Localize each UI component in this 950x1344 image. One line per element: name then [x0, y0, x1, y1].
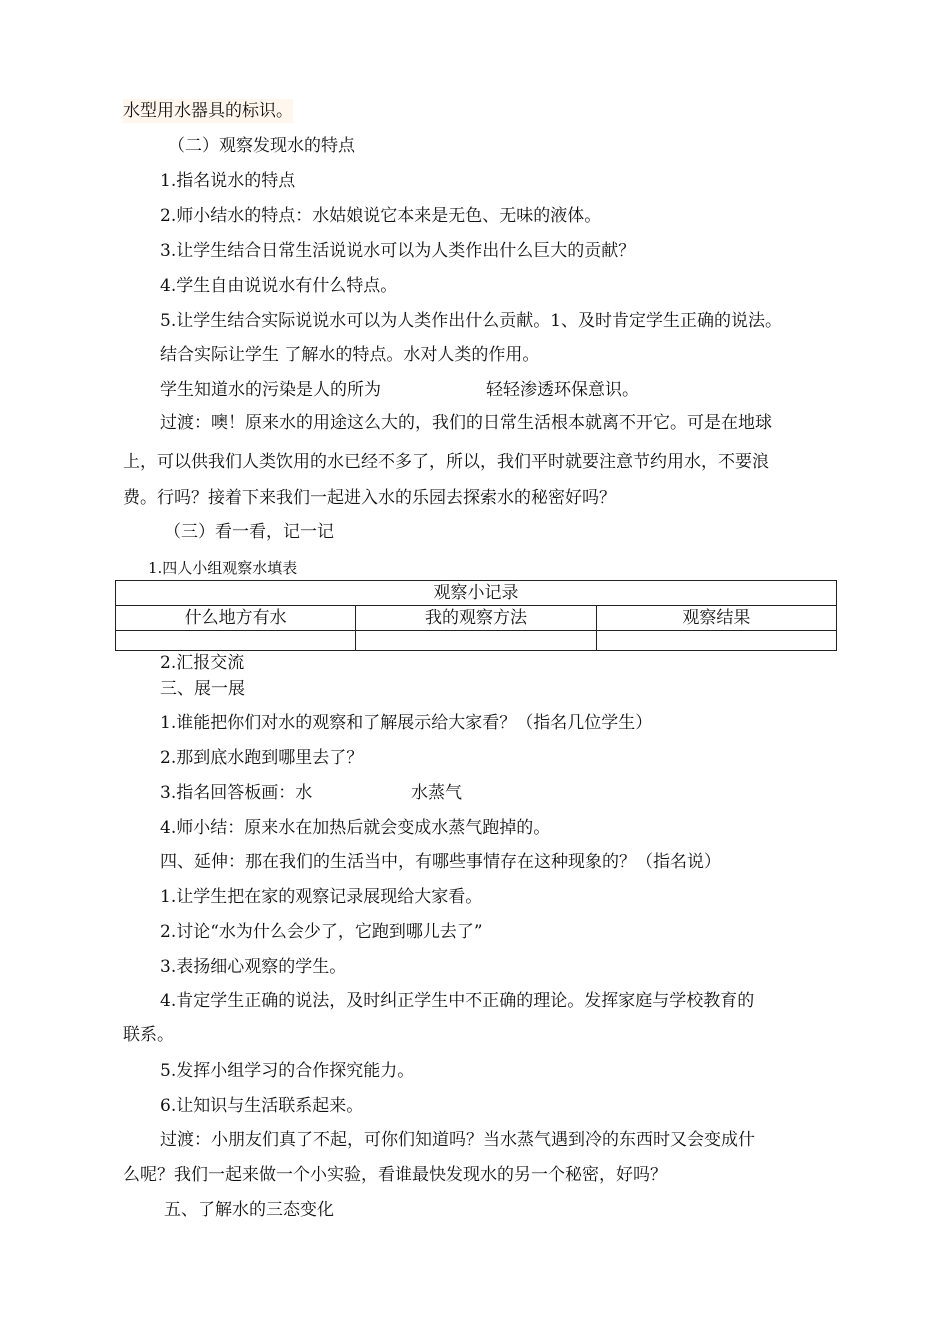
paragraph-line: 5.让学生结合实际说说水可以为人类作出什么贡献。1、及时肯定学生正确的说法。: [160, 311, 783, 331]
paragraph-line: 学生知道水的污染是人的所为: [160, 380, 381, 400]
paragraph-line: 联系。: [123, 1025, 174, 1045]
paragraph-line: 6.让知识与生活联系起来。: [160, 1096, 364, 1116]
table-header-cell: 什么地方有水: [116, 606, 356, 631]
paragraph-line: 1.让学生把在家的观察记录展现给大家看。: [160, 887, 483, 907]
section-heading: 三、展一展: [160, 679, 245, 699]
paragraph-line: 5.发挥小组学习的合作探究能力。: [160, 1061, 415, 1081]
section-heading: （二）观察发现水的特点: [168, 136, 355, 156]
table-cell: [116, 631, 356, 651]
paragraph-line: 过渡：噢！原来水的用途这么大的，我们的日常生活根本就离不开它。可是在地球: [160, 413, 772, 433]
section-heading: 五、了解水的三态变化: [164, 1200, 334, 1220]
paragraph-line: 水型用水器具的标识。: [123, 101, 293, 121]
table-title: 观察小记录: [116, 581, 837, 606]
paragraph-line: 2.讨论“水为什么会少了，它跑到哪儿去了”: [160, 922, 483, 942]
paragraph-line: 费。行吗？接着下来我们一起进入水的乐园去探索水的秘密好吗？: [123, 488, 616, 508]
paragraph-line: 4.肯定学生正确的说法，及时纠正学生中不正确的理论。发挥家庭与学校教育的: [160, 991, 755, 1011]
paragraph-line: 结合实际让学生 了解水的特点。水对人类的作用。: [160, 345, 540, 365]
paragraph-line: 3.指名回答板画：水: [160, 783, 313, 803]
paragraph-line: 么呢？我们一起来做一个小实验，看谁最快发现水的另一个秘密，好吗？: [123, 1165, 667, 1185]
table-header-cell: 观察结果: [596, 606, 836, 631]
paragraph-line: 轻轻渗透环保意识。: [486, 380, 639, 400]
paragraph-line: 1.四人小组观察水填表: [148, 559, 298, 577]
observation-table: [115, 580, 837, 651]
table-header-cell: 我的观察方法: [356, 606, 596, 631]
paragraph-line: 2.师小结水的特点：水姑娘说它本来是无色、无味的液体。: [160, 206, 602, 226]
paragraph-line: 3.让学生结合日常生活说说水可以为人类作出什么巨大的贡献？: [160, 241, 636, 261]
paragraph-line: 水蒸气: [411, 783, 462, 803]
paragraph-line: 1.谁能把你们对水的观察和了解展示给大家看？（指名几位学生）: [160, 713, 653, 733]
paragraph-line: 2.汇报交流: [160, 653, 245, 673]
paragraph-line: 1.指名说水的特点: [160, 171, 296, 191]
paragraph-line: 4.师小结：原来水在加热后就会变成水蒸气跑掉的。: [160, 818, 551, 838]
table-cell: [356, 631, 596, 651]
section-heading: 四、延伸：那在我们的生活当中，有哪些事情存在这种现象的？（指名说）: [160, 852, 721, 872]
paragraph-line: 4.学生自由说说水有什么特点。: [160, 276, 398, 296]
paragraph-line: 过渡：小朋友们真了不起，可你们知道吗？当水蒸气遇到冷的东西时又会变成什: [160, 1130, 755, 1150]
paragraph-line: 2.那到底水跑到哪里去了？: [160, 748, 364, 768]
table-cell: [596, 631, 836, 651]
section-heading: （三）看一看，记一记: [164, 522, 334, 542]
paragraph-line: 上，可以供我们人类饮用的水已经不多了，所以，我们平时就要注意节约用水，不要浪: [123, 452, 769, 472]
paragraph-line: 3.表扬细心观察的学生。: [160, 957, 347, 977]
